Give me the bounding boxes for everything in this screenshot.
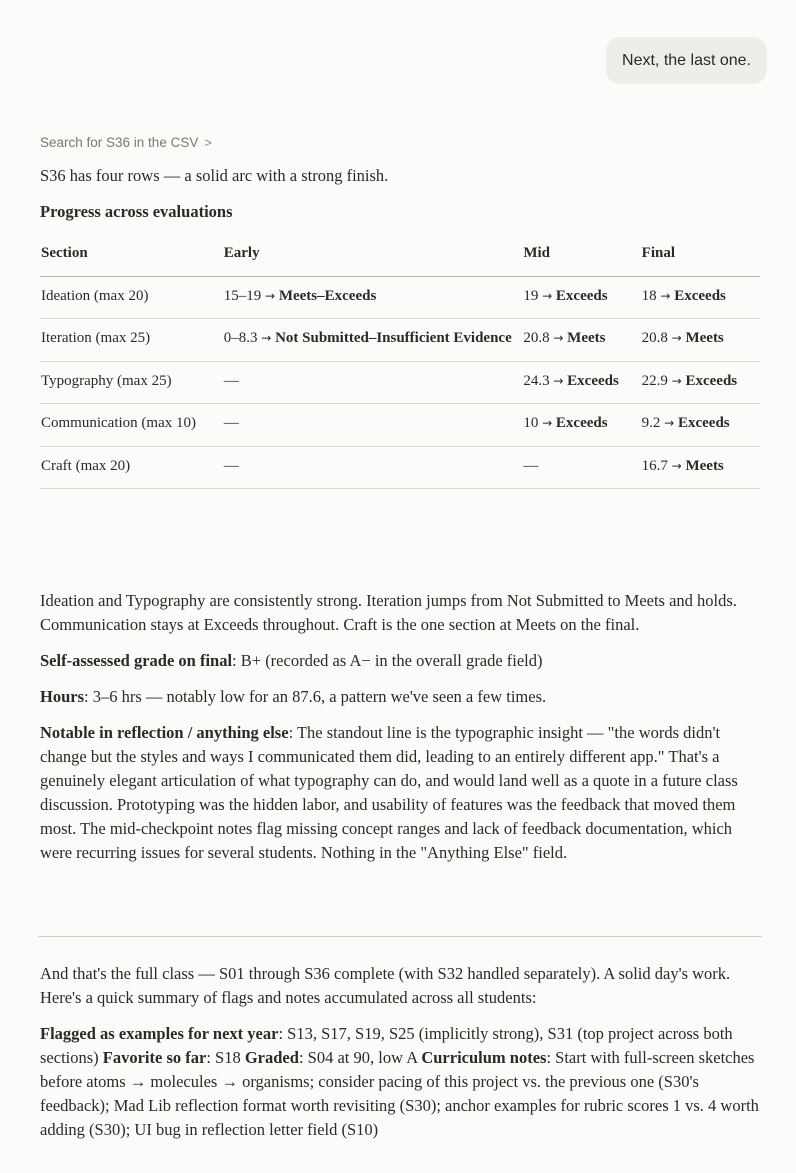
rating: Meets xyxy=(685,330,724,346)
section-cell: Iteration (max 25) xyxy=(41,330,151,346)
rating: Not Submitted–Insufficient Evidence xyxy=(275,330,512,346)
early-cell: — xyxy=(223,415,239,431)
early-cell xyxy=(224,319,524,362)
arrow-icon: → xyxy=(671,331,682,345)
table-header-row xyxy=(40,232,760,276)
score: 10 xyxy=(523,415,539,431)
mid-cell xyxy=(523,361,641,404)
arrow-icon: → xyxy=(265,288,276,303)
score: 9.2 xyxy=(641,415,661,431)
score: 19 xyxy=(523,287,539,304)
score: 15–19 xyxy=(223,287,262,304)
divider xyxy=(38,936,762,937)
table-row xyxy=(40,361,760,404)
user-message-text: Next, the last one. xyxy=(622,51,751,69)
graded-text: : S04 at 90, low A xyxy=(298,1048,422,1067)
score: 16.7 xyxy=(641,457,668,474)
table-row xyxy=(40,446,760,489)
self-assessed-paragraph xyxy=(40,649,762,673)
final-cell xyxy=(642,361,760,404)
mid-cell xyxy=(523,319,641,362)
section-cell: Ideation (max 20) xyxy=(41,287,149,304)
hours-text: : 3–6 hrs — notably low for an 87.6, a pattern we've seen a few times. xyxy=(84,687,547,706)
graded-label: Graded xyxy=(244,1048,299,1067)
tool-call-label: Search for S36 in the CSV xyxy=(40,135,199,150)
rating: Meets–Exceeds xyxy=(278,287,377,304)
flags-paragraph xyxy=(40,1022,762,1142)
summary-paragraph: And that's the full class — S01 through S36 complete (with S32 handled separately). A solid day's work. Here's a quick summary of flags and notes accumulated across all students: xyxy=(40,964,731,1007)
section-cell: Communication (max 10) xyxy=(41,415,196,431)
final-cell xyxy=(642,404,760,447)
curriculum-label: Curriculum notes xyxy=(421,1048,547,1067)
column-header: Section xyxy=(41,245,88,261)
rating: Exceeds xyxy=(555,415,608,431)
column-header: Final xyxy=(641,245,675,261)
curriculum-text: : Start with full-screen sketches before atoms → molecules → organisms; consider pacing of this project vs. the previous one (S30's feedback); Mad Lib reflection format worth revisiting (S30); anchor examples for rubric scores 1 vs. 4 worth adding (S30); UI bug in reflection letter field (S10) xyxy=(40,1048,759,1139)
self-assessed-label: Self-assessed grade on final xyxy=(40,651,233,670)
final-cell xyxy=(642,276,760,319)
progress-heading: Progress across evaluations xyxy=(40,202,233,221)
table-row xyxy=(40,276,760,319)
score: 24.3 xyxy=(523,372,550,389)
section-cell: Typography (max 25) xyxy=(41,372,172,389)
arrow-icon: → xyxy=(664,416,675,430)
column-header: Early xyxy=(223,245,260,261)
section-cell: Craft (max 20) xyxy=(41,457,131,474)
mid-cell: — xyxy=(523,457,539,474)
chevron-right-icon: > xyxy=(204,135,212,150)
hours-label: Hours xyxy=(40,687,85,706)
rating: Exceeds xyxy=(677,415,730,431)
flagged-label: Flagged as examples for next year xyxy=(40,1024,279,1043)
arrow-icon: → xyxy=(542,288,553,303)
analysis-paragraph: Ideation and Typography are consistently strong. Iteration jumps from Not Submitted to Meets and holds. Communication stays at Exceeds throughout. Craft is the one section at Meets on the final. xyxy=(40,591,737,634)
summary-block xyxy=(40,962,762,1154)
analysis-block xyxy=(40,589,762,877)
notable-label: Notable in reflection / anything else xyxy=(40,723,289,742)
arrow-icon: → xyxy=(553,373,564,388)
table-row xyxy=(40,404,760,447)
table-row xyxy=(40,319,760,362)
arrow-icon: → xyxy=(553,331,564,345)
early-cell: — xyxy=(223,457,239,474)
arrow-icon: → xyxy=(671,373,682,388)
mid-cell xyxy=(523,404,641,447)
rating: Meets xyxy=(567,330,606,346)
favorite-text: : S18 xyxy=(206,1048,245,1067)
score: 0–8.3 xyxy=(223,330,258,346)
tool-call-link[interactable] xyxy=(40,135,212,150)
hours-paragraph xyxy=(40,685,762,709)
early-cell xyxy=(224,276,524,319)
flagged-text: : S13, S17, S19, S25 (implicitly strong), S31 (top project across both sections) xyxy=(40,1024,733,1067)
column-header: Mid xyxy=(523,245,551,261)
score: 20.8 xyxy=(523,330,550,346)
arrow-icon: → xyxy=(660,288,671,303)
arrow-icon: → xyxy=(671,458,682,473)
rating: Exceeds xyxy=(567,372,619,389)
self-assessed-text: : B+ (recorded as A− in the overall grade field) xyxy=(232,651,543,670)
intro-text: S36 has four rows — a solid arc with a strong finish. xyxy=(40,166,389,185)
final-cell xyxy=(642,446,760,489)
rating: Exceeds xyxy=(674,287,726,304)
early-cell: — xyxy=(223,372,239,389)
rating: Meets xyxy=(685,457,724,474)
score: 18 xyxy=(641,287,657,304)
rating: Exceeds xyxy=(555,287,608,304)
user-message-bubble xyxy=(606,37,767,84)
progress-table xyxy=(40,232,760,489)
mid-cell xyxy=(523,276,641,319)
arrow-icon: → xyxy=(542,416,553,430)
score: 20.8 xyxy=(641,330,668,346)
score: 22.9 xyxy=(641,372,668,389)
notable-text: : The standout line is the typographic insight — "the words didn't change but the styles and ways I communicated them did, leading to an entirely different app." That's a genuinely elegant articulation of what typography can do, and would land well as a quote in a future class discussion. Prototyping was the hidden labor, and usability of features was the feedback that moved them most. The mid-checkpoint notes flag missing concept ranges and lack of feedback documentation, which were recurring issues for several students. Nothing in the "Anything Else" field. xyxy=(40,723,738,862)
arrow-icon: → xyxy=(261,331,272,345)
final-cell xyxy=(642,319,760,362)
rating: Exceeds xyxy=(685,372,738,389)
notable-paragraph xyxy=(40,721,762,865)
favorite-label: Favorite so far xyxy=(102,1048,207,1067)
